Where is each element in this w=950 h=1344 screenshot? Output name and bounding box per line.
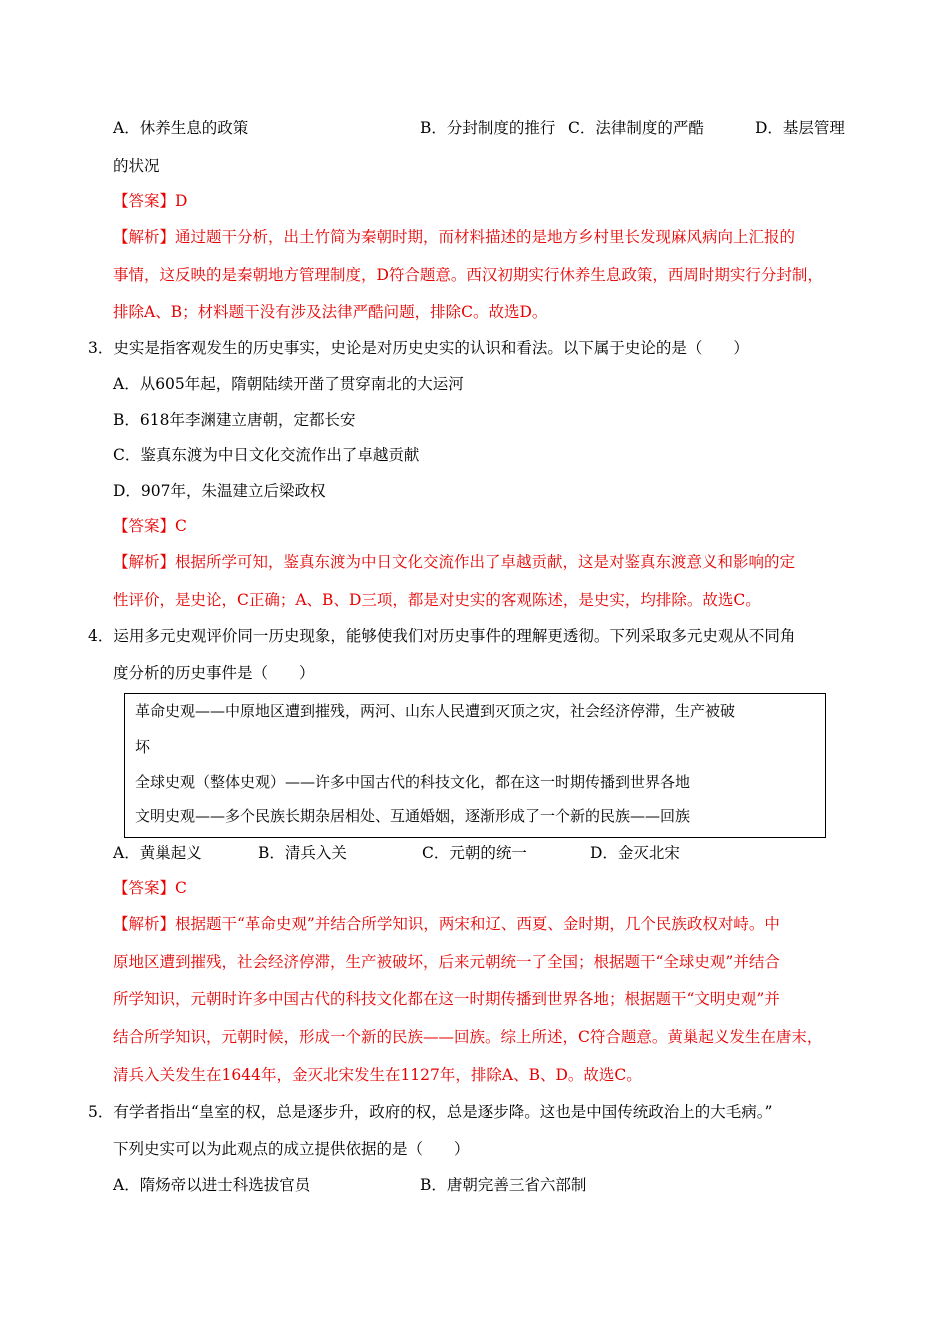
q2-option-d: D．基层管理 [755,119,845,137]
q4-analysis-line: 原地区遭到摧残，社会经济停滞，生产被破坏，后来元朝统一了全国；根据题干“全球史观”并结合 [113,953,780,971]
q2-analysis-line: 排除A、B；材料题干没有涉及法律严酷问题，排除C。故选D。 [113,303,548,321]
q5-stem-line: 5．有学者指出“皇室的权，总是逐步升，政府的权，总是逐步降。这也是中国传统政治上的大毛病。” [88,1103,773,1121]
q3-stem: 3．史实是指客观发生的历史事实，史论是对历史史实的认识和看法。以下属于史论的是（ ） [88,339,749,357]
q4-stem-line: 4．运用多元史观评价同一历史现象，能够使我们对历史事件的理解更透彻。下列采取多元史观从不同角 [88,627,796,645]
q4-material-line: 坏 [135,738,151,756]
q2-option-a: A．休养生息的政策 [113,119,249,137]
q4-stem-line: 度分析的历史事件是（ ） [113,664,315,682]
q2-option-b: B．分封制度的推行 [420,119,556,137]
q4-option-b: B．清兵入关 [258,844,347,862]
q3-answer: 【答案】C [113,517,187,535]
q2-analysis-line: 【解析】通过题干分析，出土竹简为秦朝时期，而材料描述的是地方乡村里长发现麻风病向上汇报的 [113,228,796,246]
q4-option-c: C．元朝的统一 [422,844,527,862]
q3-option-a: A．从605年起，隋朝陆续开凿了贯穿南北的大运河 [113,375,464,393]
q5-stem-line: 下列史实可以为此观点的成立提供依据的是（ ） [113,1140,470,1158]
q5-option-b: B．唐朝完善三省六部制 [420,1176,587,1194]
q4-analysis-line: 【解析】根据题干“革命史观”并结合所学知识，两宋和辽、西夏、金时期，几个民族政权对峙。中 [113,915,780,933]
q2-option-c: C．法律制度的严酷 [568,119,704,137]
q3-option-d: D．907年，朱温建立后梁政权 [113,482,326,500]
q4-option-a: A．黄巢起义 [113,844,202,862]
q2-option-d-continued: 的状况 [113,157,160,175]
q4-analysis-line: 清兵入关发生在1644年，金灭北宋发生在1127年，排除A、B、D。故选C。 [113,1066,642,1084]
q4-answer: 【答案】C [113,879,187,897]
q5-option-a: A．隋炀帝以进士科选拔官员 [113,1176,311,1194]
q3-analysis-line: 【解析】根据所学可知，鉴真东渡为中日文化交流作出了卓越贡献，这是对鉴真东渡意义和影响的定 [113,553,796,571]
q4-analysis-line: 结合所学知识，元朝时候，形成一个新的民族——回族。综上所述，C符合题意。黄巢起义发生在唐末， [113,1028,823,1046]
q3-option-b: B．618年李渊建立唐朝，定都长安 [113,411,356,429]
q4-option-d: D．金灭北宋 [590,844,680,862]
q4-material-box [124,693,826,838]
q3-analysis-line: 性评价，是史论，C正确；A、B、D三项，都是对史实的客观陈述，是史实，均排除。故选C。 [113,591,761,609]
q3-option-c: C．鉴真东渡为中日文化交流作出了卓越贡献 [113,446,420,464]
q4-material-line: 全球史观（整体史观）——许多中国古代的科技文化，都在这一时期传播到世界各地 [135,773,691,791]
q2-answer: 【答案】D [113,192,188,210]
q2-analysis-line: 事情，这反映的是秦朝地方管理制度，D符合题意。西汉初期实行休养生息政策，西周时期实行分封制， [113,266,823,284]
q4-material-line: 革命史观——中原地区遭到摧残，两河、山东人民遭到灭顶之灾，社会经济停滞，生产被破 [135,702,736,720]
q4-analysis-line: 所学知识，元朝时许多中国古代的科技文化都在这一时期传播到世界各地；根据题干“文明史观”并 [113,990,780,1008]
q4-material-line: 文明史观——多个民族长期杂居相处、互通婚姻，逐渐形成了一个新的民族——回族 [135,807,691,825]
